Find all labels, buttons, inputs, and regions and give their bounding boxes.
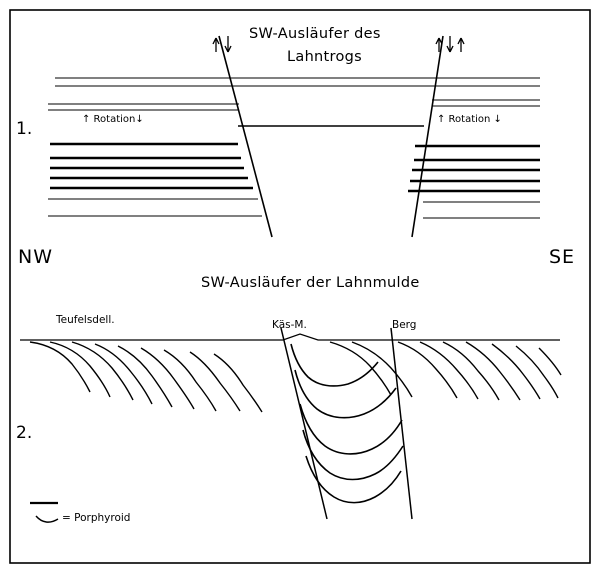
locality-label-kaes-m: Käs-M.	[272, 319, 307, 331]
panel-1-drawing	[48, 36, 540, 237]
rotation-label-left: ↑ Rotation↓	[82, 114, 144, 125]
panel-1-title-line1: SW-Ausläufer des	[249, 26, 381, 42]
locality-label-berg: Berg	[392, 319, 417, 331]
compass-label-se: SE	[549, 246, 576, 268]
locality-label-teufelsdell: Teufelsdell.	[56, 314, 115, 326]
panel-2-title: SW-Ausläufer der Lahnmulde	[201, 275, 420, 291]
compass-label-nw: NW	[18, 246, 53, 268]
panel-1-number: 1.	[16, 119, 33, 139]
legend-label: = Porphyroid	[62, 512, 131, 524]
rotation-label-right: ↑ Rotation ↓	[437, 114, 502, 125]
panel-1-title-line2: Lahntrogs	[287, 49, 363, 65]
panel-2-number: 2.	[16, 423, 33, 443]
porphyroid-symbol-curve	[36, 516, 58, 522]
panel-2-drawing	[20, 328, 561, 522]
